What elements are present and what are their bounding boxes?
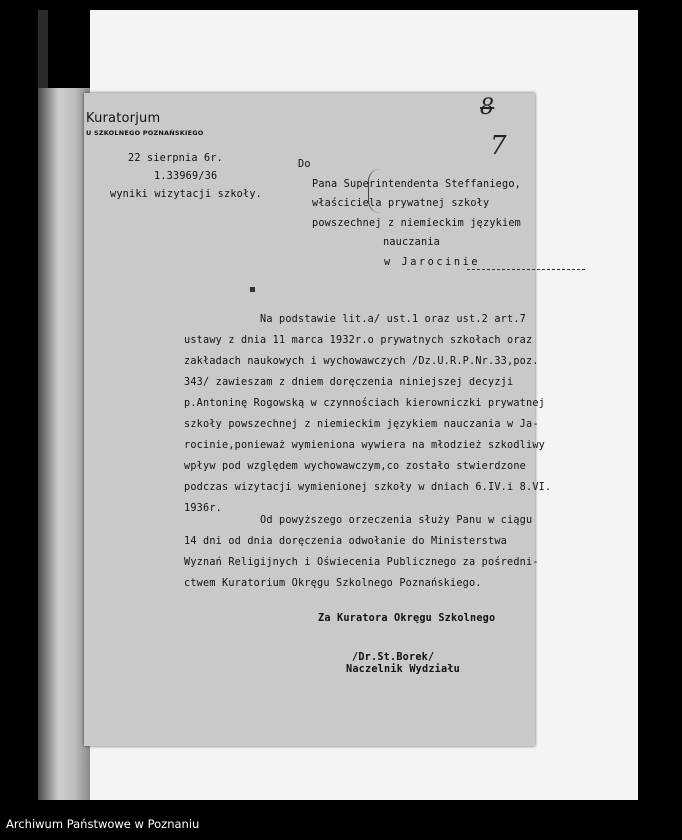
address-to: Do [298,159,311,170]
signature-title: Naczelnik Wydziału [346,664,461,675]
body-line: Od powyższego orzeczenia służy Panu w ciągu [260,515,533,526]
body-line: 14 dni od dnia doręczenia odwołanie do Ministerstwa [184,536,508,547]
address-line: właściciela prywatnej szkoły [312,198,490,209]
address-line: Pana Superintendenta Steffaniego, [312,179,522,190]
binding-spine [38,88,90,800]
body-line: Na podstawie lit.a/ ust.1 oraz ust.2 art.7 [260,314,527,325]
underline-dashed [467,269,585,270]
signature-name: /Dr.St.Borek/ [352,652,435,663]
body-line: p.Antoninę Rogowską w czynnościach kierowniczki prywatnej [184,398,546,409]
body-line: 343/ zawieszam z dniem doręczenia niniejszej decyzji [184,377,514,388]
body-line: Wyznań Religijnych i Oświecenia Publicznego za pośredni- [184,557,539,568]
archive-number: 7 [490,131,507,161]
letterhead-sub: U SZKOLNEGO POZNAŃSKIEGO [86,129,204,137]
body-line: ustawy z dnia 11 marca 1932r.o prywatnych szkołach oraz [184,335,533,346]
body-line: ctwem Kuratorium Okręgu Szkolnego Poznańskiego. [184,578,482,589]
signature-for: Za Kuratora Okręgu Szkolnego [318,613,496,624]
body-line: rocinie,ponieważ wymieniona wywiera na młodzież szkodliwy [184,440,546,451]
binding-edge [38,10,48,90]
archive-caption: Archiwum Państwowe w Poznaniu [6,817,200,831]
body-line: szkoły powszechnej z niemieckim językiem nauczania w Ja- [184,419,539,430]
letter-subject: wyniki wizytacji szkoły. [110,189,263,200]
body-line: 1936r. [184,503,223,514]
address-line: nauczania [383,237,441,248]
address-city: w Jarocinie [384,257,481,268]
body-line: podczas wizytacji wymienionej szkoły w dniach 6.IV.i 8.VI. [184,482,552,493]
letter-date: 22 sierpnia 6r. [128,153,224,164]
reference-number: 1.33969/36 [154,171,218,182]
address-line: powszechnej z niemieckim językiem [312,218,522,229]
archive-number-struck: 8 [480,95,495,120]
letterhead-org: Kuratorjum [86,111,161,126]
punch-mark [250,287,255,292]
document-page [84,93,552,746]
body-line: zakładach naukowych i wychowawczych /Dz.U.R.P.Nr.33,poz. [184,356,539,367]
body-line: wpływ pod względem wychowawczym,co zostało stwierdzone [184,461,527,472]
